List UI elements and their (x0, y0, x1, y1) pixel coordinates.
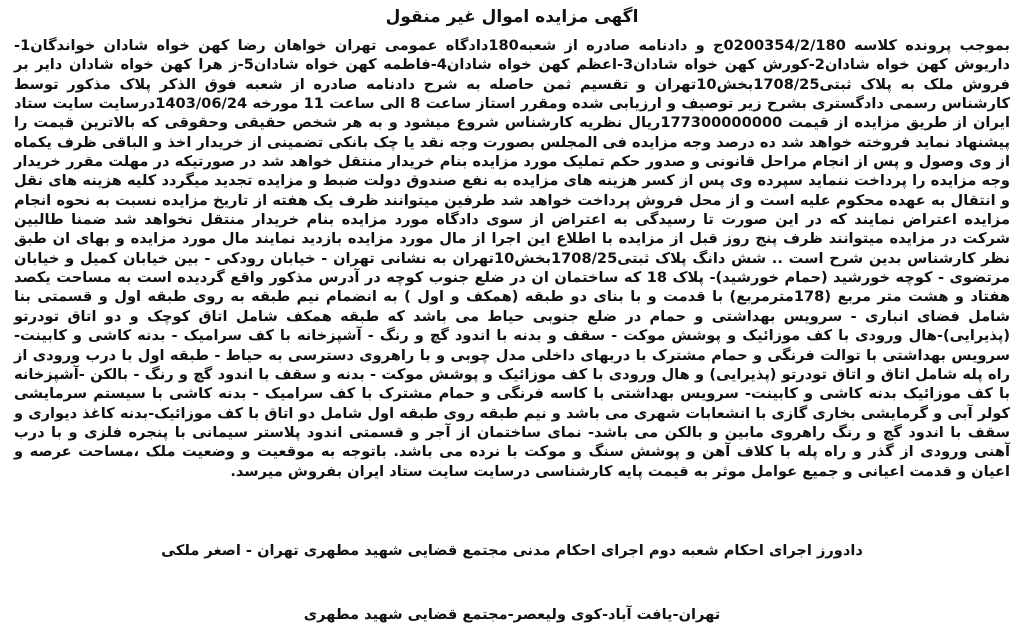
document-body: بموجب پرونده کلاسه 0200354/2/180ج و دادنامه صادره از شعبه180دادگاه عمومی تهران خواهان رضا کهن خواه شادان خواندگان1-داریوش کهن خواه شادان2-کورش کهن خواه شادان3-اعظم کهن خواه شادان4-فاطمه کهن خواه شادان5-ز هرا کهن خواه شادان دایر بر فروش ملک به پلاک ثبتی1708/25بخش10تهران و تقسیم ثمن حاصله به شرح دادنامه صادره از شعبه فوق الذکر پلاک مذکور توسط کارشناس رسمی دادگستری بشرح زیر توصیف و ارزیابی شده ومقرر استاز ساعت 8 الی ساعت 11 مورخه 1403/06/24درسایت سایت ستاد ایران از طریق مزایده از قیمت 177300000000ریال نظریه کارشناس شروع میشود و به هر شخص حقیقی وحقوقی که بالاترین قیمت را پیشنهاد نماید فروخته خواهد شد ده درصد وجه مزایده فی المجلس بصورت وجه نقد یا چک بانکی تضمینی از خریدار اخذ و الباقی ظرف یکماه از وی وصول و پس از انجام مراحل قانونی و صدور حکم تملیک مورد مزایده بنام خریدار منتقل خواهد شد در صورتیکه در مهلت مقرر خریدار وجه مزایده را پرداخت ننماید سپرده وی پس از کسر هزینه های مزایده به نفع صندوق دولت ضبط و مزایده تجدید میگردد کلیه هزینه های نقل و انتقال به عهده محکوم علیه است و از محل فروش پرداخت خواهد شد طرفین میتوانند ظرف یک هفته از تاریخ مزایده نسبت به نحوه انجام مزایده اعتراض نمایند که در این صورت تا رسیدگی به اعتراض از سوی دادگاه مورد مزایده بنام خریدار منتقل نخواهد شد ضمنا طالبین شرکت در مزایده میتوانند ظرف پنج روز قبل از مزایده با اطلاع این اجرا از مال مورد مزایده بازدید نمایند مال مورد مزایده و بهای ان طبق نظر کارشناس بدین شرح است .. شش دانگ پلاک ثبتی1708/25بخش10تهران به نشانی تهران - خیابان رودکی - بین خیابان کمیل و خیابان مرتضوی - کوچه خورشید (حمام خورشید)- پلاک 18 که ساختمان ان در ضلع جنوب کوچه در آدرس مذکور واقع گردیده است به مساحت یکصد هفتاد و هشت متر مربع (178مترمربع) با قدمت و با بنای دو طبقه (همکف و اول ) به انضمام نیم طبقه به روی طبقه اول و قسمتی بنا شامل فضای انباری - سرویس بهداشتی و حمام در ضلع جنوبی حیاط می باشد که طبقه همکف شامل اتاق کوچک و دو اتاق تودرتو (پذیرایی)-هال ورودی با کف موزائیک و پوشش موکت - سقف و بدنه با اندود گچ و رنگ - آشپزخانه با کف سرامیک - بدنه کاشی و کابینت- سرویس بهداشتی با توالت فرنگی و حمام مشترک با دربهای داخلی مدل چوبی و با راهروی دسترسی به حیاط - طبقه اول با درب ورودی از راه پله شامل اتاق و اتاق تودرتو (پذیرایی) و هال ورودی با کف موزائیک و پوشش موکت - بدنه و سقف با اندود گچ و رنگ - بالکن -آشپزخانه با کف موزائیک بدنه کاشی و کابینت- سرویس بهداشتی با کاسه فرنگی و حمام مشترک با کف سرامیک - بدنه کاشی با سیستم سرمایشی کولر آبی و گرمایشی بخاری گازی با انشعابات شهری می باشد و نیم طبقه روی طبقه اول شامل دو اتاق با کف موزائیک-بدنه کاغذ دیواری و سقف با اندود گچ و رنگ راهروی مابین و بالکن می باشد- نمای ساختمان از آجر و قسمتی اندود پلاستر سیمانی با پنجره فلزی و با درب آهنی ورودی از گذر و راه پله با کلاف آهن و پوشش سنگ و موکت با نرده می باشد. باتوجه به موقعیت و وضعیت ملک ،مساحت عرصه و اعیان و قدمت اعیانی و جمیع عوامل موثر به قیمت پایه کارشناسی درسایت سایت ستاد ایران بفروش میرسد. (14, 37, 1011, 480)
document-title: اگهی مزایده اموال غیر منقول (385, 7, 639, 27)
footer-address: تهران-یافت آباد-کوی ولیعصر-مجتمع قضایی شهید مطهری (303, 606, 721, 623)
signature-line: دادورز اجرای احکام شعبه دوم اجرای احکام مدنی مجتمع قضایی شهید مطهری تهران - اصغر ملکی (161, 542, 863, 559)
